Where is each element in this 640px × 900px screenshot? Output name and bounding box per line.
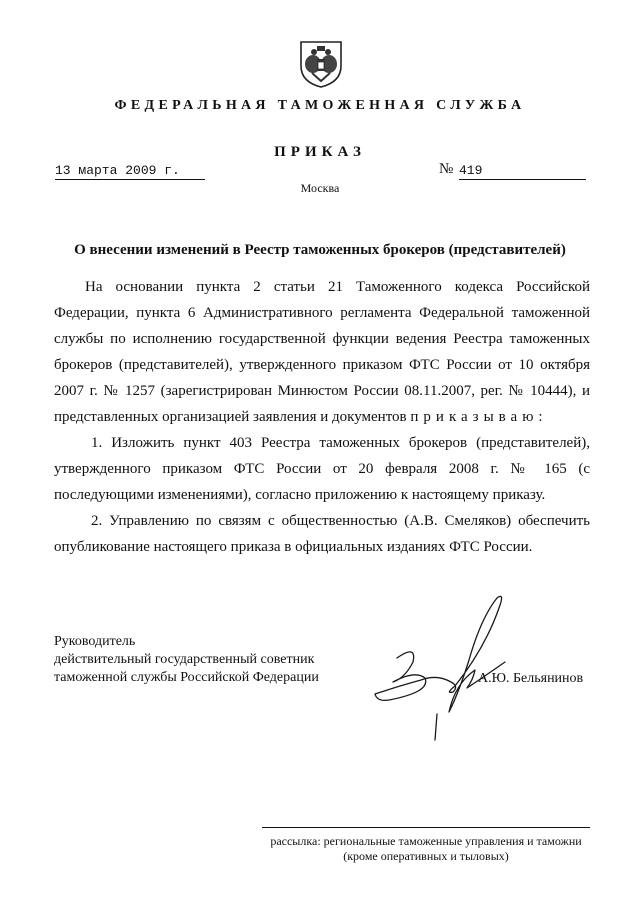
order-item-2: 2. Управлению по связям с общественностью (А.В. Смеляков) обеспечить опубликование настоящего приказа в официальных изданиях ФТС России. [54,513,590,555]
order-item-1: 1. Изложить пункт 403 Реестра таможенных брокеров (представителей), утвержденного приказом ФТС России от 20 февраля 2008 г. № 165 (с последующими изменениями), согласно приложению к настоящему приказу. [54,435,590,503]
distribution-line-1: рассылка: региональные таможенные управления и таможни [270,834,582,848]
signer-position-line: действительный государственный советник [54,652,315,667]
coat-of-arms-icon [298,40,344,88]
agency-name: ФЕДЕРАЛЬНАЯ ТАМОЖЕННАЯ СЛУЖБА [114,98,526,113]
order-word: приказываю: [410,409,548,425]
signer-position-line: Руководитель [54,634,136,649]
order-number: 419 [459,163,586,180]
intro-paragraph [54,274,590,430]
signer-name: А.Ю. Бельянинов [478,671,584,686]
distribution-line-2: (кроме оперативных и тыловых) [343,849,509,863]
intro-text: На основании пункта 2 статьи 21 Таможенного кодекса Российской Федерации, пункта 6 Административного регламента Федеральной таможенной службы по исполнению государственной функции ведения Реестра таможенных брокеров (представителей), утвержденного приказом ФТС России от 10 октября 2007 г. № 1257 (зарегистрирован Минюстом России 08.11.2007, рег. № 10444), и представленных организацией заявления и документов [54,279,590,425]
document-type: ПРИКАЗ [274,144,366,160]
distribution-divider [262,827,590,828]
document-title: О внесении изменений в Реестр таможенных брокеров (представителей) [74,242,566,258]
signer-position [54,633,319,687]
document-body [54,274,590,560]
issue-city: Москва [300,181,340,195]
handwritten-signature [355,588,555,748]
signer-position-line: таможенной службы Российской Федерации [54,670,319,685]
order-date: 13 марта 2009 г. [55,163,205,180]
order-number-label: № [439,161,454,177]
